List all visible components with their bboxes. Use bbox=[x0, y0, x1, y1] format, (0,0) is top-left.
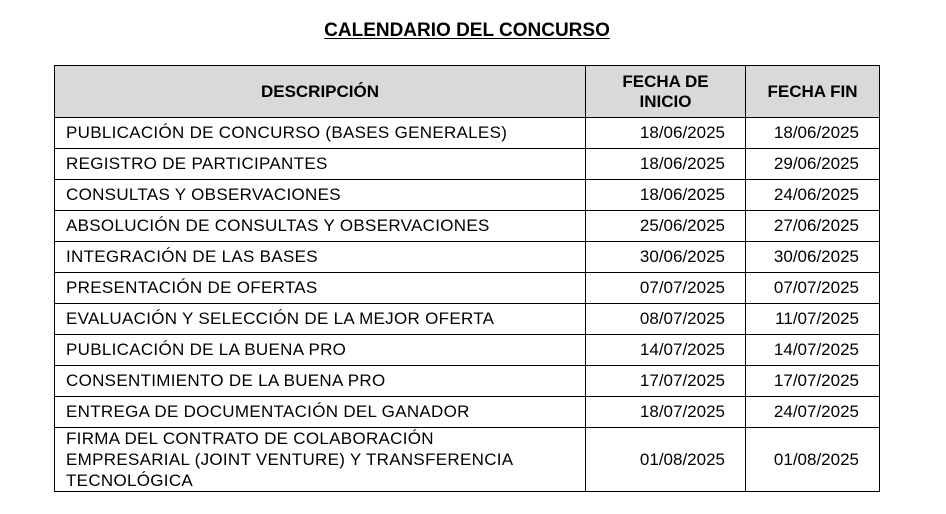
row-start-date: 17/07/2025 bbox=[586, 366, 746, 397]
table-row bbox=[55, 118, 880, 149]
document-title: CALENDARIO DEL CONCURSO bbox=[324, 20, 610, 41]
row-description: REGISTRO DE PARTICIPANTES bbox=[55, 149, 586, 180]
row-start-date: 07/07/2025 bbox=[586, 273, 746, 304]
row-start-date: 14/07/2025 bbox=[586, 335, 746, 366]
table-row bbox=[55, 180, 880, 211]
row-description: EVALUACIÓN Y SELECCIÓN DE LA MEJOR OFERTA bbox=[55, 304, 586, 335]
row-start-date: 18/06/2025 bbox=[586, 149, 746, 180]
row-description: CONSULTAS Y OBSERVACIONES bbox=[55, 180, 586, 211]
row-start-date: 01/08/2025 bbox=[586, 428, 746, 492]
row-end-date: 24/07/2025 bbox=[746, 397, 880, 428]
row-description: ABSOLUCIÓN DE CONSULTAS Y OBSERVACIONES bbox=[55, 211, 586, 242]
table-row bbox=[55, 335, 880, 366]
row-start-date: 08/07/2025 bbox=[586, 304, 746, 335]
header-description: DESCRIPCIÓN bbox=[55, 66, 586, 118]
table-row bbox=[55, 149, 880, 180]
row-start-date: 18/06/2025 bbox=[586, 180, 746, 211]
table-row bbox=[55, 397, 880, 428]
header-start-date-line1: FECHA DE bbox=[622, 71, 709, 91]
table-row bbox=[55, 428, 880, 492]
row-end-date: 01/08/2025 bbox=[746, 428, 880, 492]
row-description: PUBLICACIÓN DE LA BUENA PRO bbox=[55, 335, 586, 366]
row-description-line3: TECNOLÓGICA bbox=[66, 471, 194, 490]
row-end-date: 30/06/2025 bbox=[746, 242, 880, 273]
row-end-date: 07/07/2025 bbox=[746, 273, 880, 304]
table-row bbox=[55, 242, 880, 273]
row-description: ENTREGA DE DOCUMENTACIÓN DEL GANADOR bbox=[55, 397, 586, 428]
row-description: PUBLICACIÓN DE CONCURSO (BASES GENERALES) bbox=[55, 118, 586, 149]
header-start-date bbox=[586, 66, 746, 118]
row-description-line1: FIRMA DEL CONTRATO DE COLABORACIÓN bbox=[66, 429, 434, 448]
table-row bbox=[55, 304, 880, 335]
row-end-date: 24/06/2025 bbox=[746, 180, 880, 211]
row-end-date: 11/07/2025 bbox=[746, 304, 880, 335]
table-row bbox=[55, 211, 880, 242]
row-description-line2: EMPRESARIAL (JOINT VENTURE) Y TRANSFERENCIA bbox=[66, 450, 514, 469]
row-end-date: 29/06/2025 bbox=[746, 149, 880, 180]
table-header-row bbox=[55, 66, 880, 118]
header-end-date: FECHA FIN bbox=[746, 66, 880, 118]
header-start-date-line2: INICIO bbox=[639, 91, 692, 111]
row-end-date: 18/06/2025 bbox=[746, 118, 880, 149]
row-end-date: 17/07/2025 bbox=[746, 366, 880, 397]
row-description bbox=[55, 428, 586, 492]
row-start-date: 30/06/2025 bbox=[586, 242, 746, 273]
row-description: PRESENTACIÓN DE OFERTAS bbox=[55, 273, 586, 304]
row-start-date: 25/06/2025 bbox=[586, 211, 746, 242]
row-description: INTEGRACIÓN DE LAS BASES bbox=[55, 242, 586, 273]
schedule-table bbox=[54, 65, 880, 492]
row-start-date: 18/06/2025 bbox=[586, 118, 746, 149]
row-description: CONSENTIMIENTO DE LA BUENA PRO bbox=[55, 366, 586, 397]
table-row bbox=[55, 273, 880, 304]
row-end-date: 27/06/2025 bbox=[746, 211, 880, 242]
table-row bbox=[55, 366, 880, 397]
row-start-date: 18/07/2025 bbox=[586, 397, 746, 428]
row-end-date: 14/07/2025 bbox=[746, 335, 880, 366]
